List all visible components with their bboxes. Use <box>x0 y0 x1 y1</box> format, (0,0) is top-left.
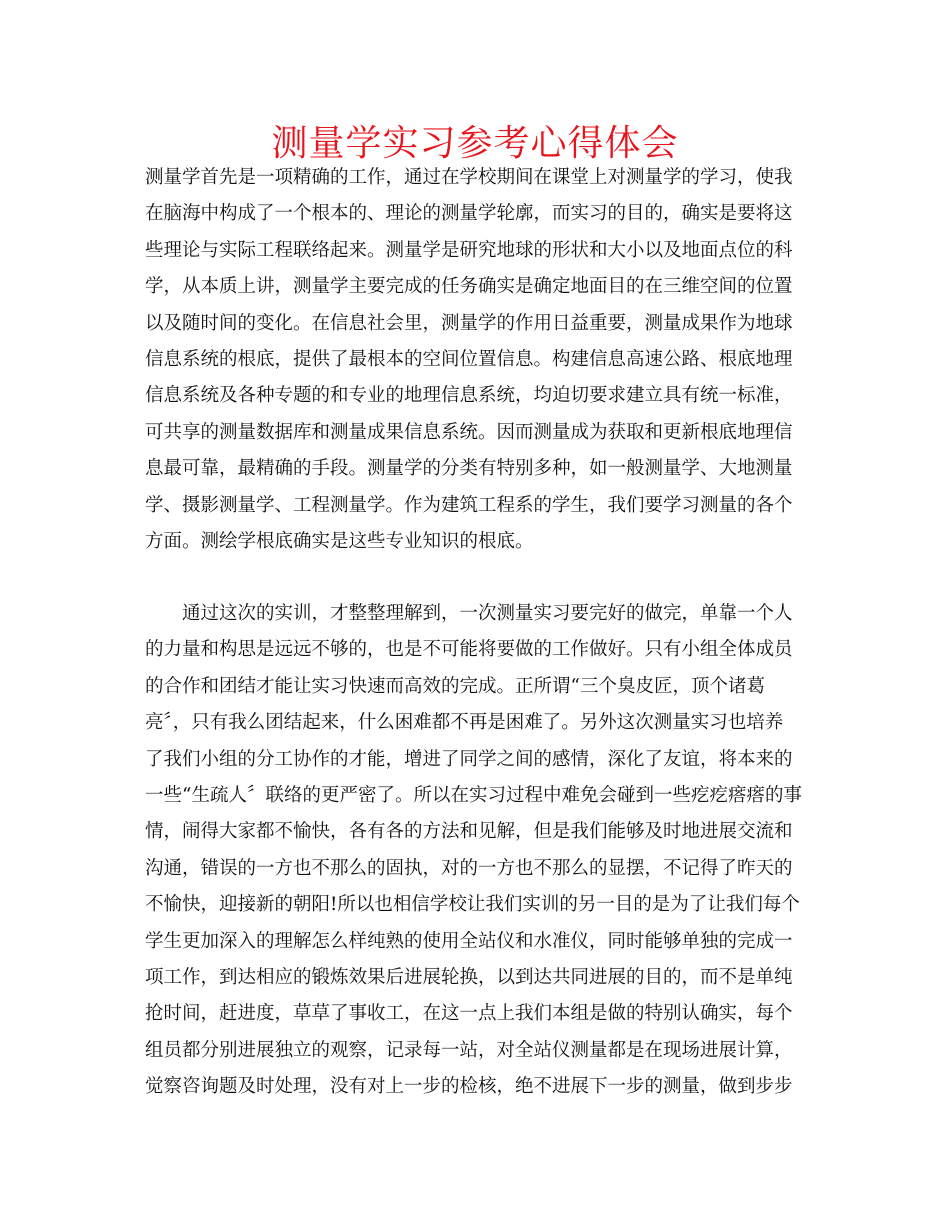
paragraph-line: 组员都分别进展独立的观察，记录每一站，对全站仪测量都是在现场进展计算， <box>145 1039 793 1061</box>
paragraph-line: 可共享的测量数据库和测量成果信息系统。因而测量成为获取和更新根底地理信 <box>145 421 793 443</box>
paragraph-line: 的力量和构思是远远不够的，也是不可能将要做的工作做好。只有小组全体成员 <box>145 639 793 661</box>
paragraph-line: 在脑海中构成了一个根本的、理论的测量学轮廓，而实习的目的，确实是要将这 <box>145 203 793 225</box>
paragraph-1 <box>145 160 809 560</box>
paragraph-line: 沟通，错误的一方也不那么的固执，对的一方也不那么的显摆，不记得了昨天的 <box>145 857 793 879</box>
paragraph-line: 学、摄影测量学、工程测量学。作为建筑工程系的学生，我们要学习测量的各个 <box>145 494 793 516</box>
paragraph-line: 一些“生疏人〞联络的更严密了。所以在实习过程中难免会碰到一些疙疙瘩瘩的事 <box>145 784 802 806</box>
paragraph-line: 项工作，到达相应的锻炼效果后进展轮换，以到达共同进展的目的，而不是单纯 <box>145 966 793 988</box>
paragraph-line: 通过这次的实训，才整整理解到，一次测量实习要完好的做完，单靠一个人 <box>182 603 793 624</box>
paragraph-line: 不愉快，迎接新的朝阳!所以也相信学校让我们实训的另一目的是为了让我们每个 <box>145 894 800 916</box>
paragraph-line: 亮〞，只有我么团结起来，什么困难都不再是困难了。另外这次测量实习也培养 <box>145 712 784 734</box>
paragraph-line: 以及随时间的变化。在信息社会里，测量学的作用日益重要，测量成果作为地球 <box>145 312 793 334</box>
paragraph-line: 觉察咨询题及时处理，没有对上一步的检核，绝不进展下一步的测量，做到步步 <box>145 1076 793 1098</box>
paragraph-line: 学，从本质上讲，测量学主要完成的任务确实是确定地面目的在三维空间的位置 <box>145 276 793 298</box>
paragraph-2 <box>145 596 809 1105</box>
paragraph-line: 的合作和团结才能让实习快速而高效的完成。正所谓“三个臭皮匠，顶个诸葛 <box>145 675 765 697</box>
document-title: 测量学实习参考心得体会 <box>271 123 679 164</box>
paragraph-line: 信息系统的根底，提供了最根本的空间位置信息。构建信息高速公路、根底地理 <box>145 348 793 370</box>
paragraph-line: 抢时间，赶进度，草草了事收工，在这一点上我们本组是做的特别认确实，每个 <box>145 1003 793 1025</box>
paragraph-line: 了我们小组的分工协作的才能，增进了同学之间的感情，深化了友谊，将本来的 <box>145 748 793 770</box>
paragraph-line: 情，闹得大家都不愉快，各有各的方法和见解，但是我们能够及时地进展交流和 <box>145 821 793 843</box>
paragraph-line: 方面。测绘学根底确实是这些专业知识的根底。 <box>145 530 534 552</box>
paragraph-line: 学生更加深入的理解怎么样纯熟的使用全站仪和水准仪，同时能够单独的完成一 <box>145 930 793 952</box>
paragraph-line: 息最可靠，最精确的手段。测量学的分类有特别多种，如一般测量学、大地测量 <box>145 458 793 480</box>
paragraph-line: 测量学首先是一项精确的工作，通过在学校期间在课堂上对测量学的学习，使我 <box>145 167 793 188</box>
paragraph-line: 信息系统及各种专题的和专业的地理信息系统，均迫切要求建立具有统一标准， <box>145 385 793 407</box>
paragraph-line: 些理论与实际工程联络起来。测量学是研究地球的形状和大小以及地面点位的科 <box>145 239 793 261</box>
